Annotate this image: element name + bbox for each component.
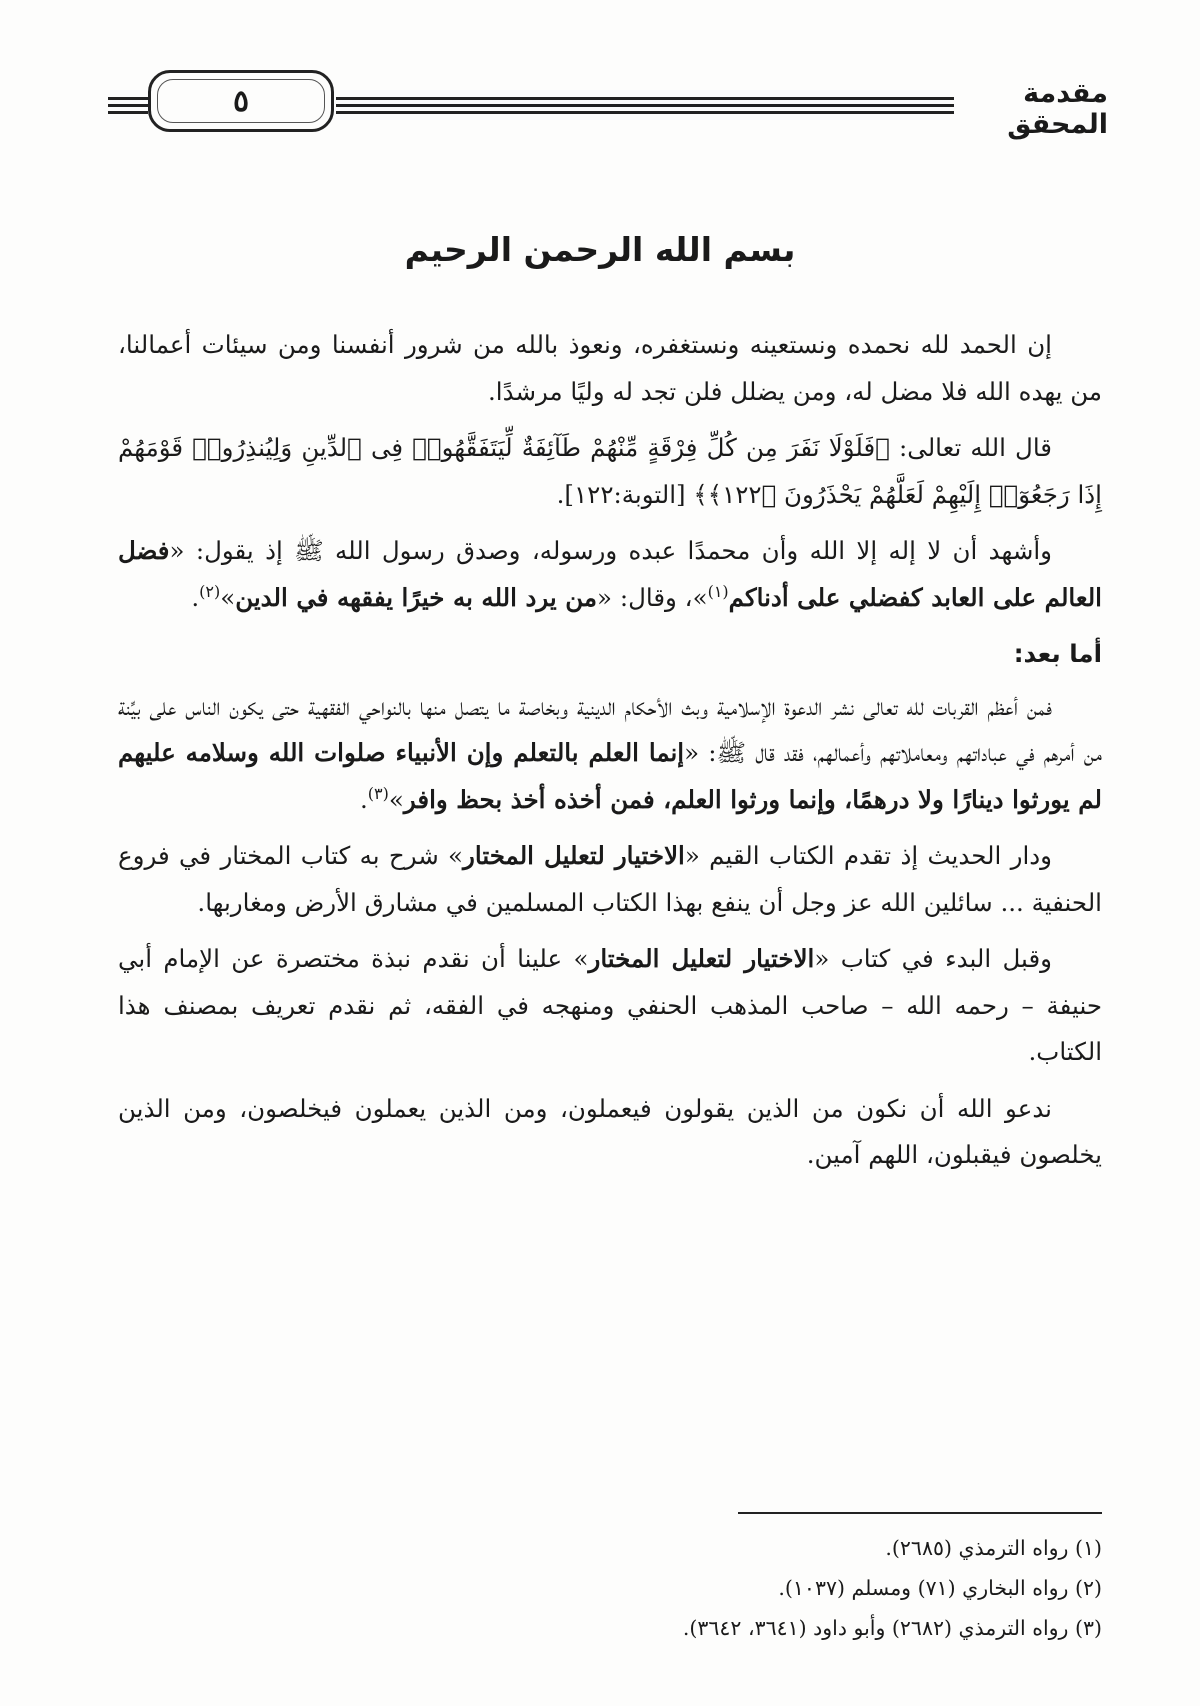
paragraph-quran bbox=[118, 425, 1102, 518]
paragraph-text: . bbox=[191, 582, 200, 612]
paragraph-text: قال الله تعالى: ﴿ bbox=[875, 433, 1053, 462]
footnote: (٢) رواه البخاري (٧١) ومسلم (١٠٣٧). bbox=[778, 1576, 1102, 1600]
paragraph-text: . bbox=[359, 784, 368, 814]
footnote-separator bbox=[738, 1512, 1102, 1514]
verse-reference: ﴾ [التوبة:١٢٢]. bbox=[556, 479, 708, 509]
paragraph-hadith bbox=[118, 684, 1102, 824]
header-rule bbox=[336, 104, 954, 107]
paragraph-text: »، وقال: « bbox=[597, 582, 708, 612]
book-title: الاختيار لتعليل المختار bbox=[463, 841, 685, 870]
footnote-ref[interactable]: (٢) bbox=[199, 581, 221, 601]
paragraph bbox=[118, 833, 1102, 926]
paragraph-text: » علينا أن نقدم نبذة مختصرة عن الإمام أبي حنيفة – رحمه الله – صاحب المذهب الحنفي ومنهجه في الفقه، ثم نقدم تعريف بمصنف هذا الكتاب. bbox=[118, 944, 1102, 1066]
running-title: مقدمة المحقق bbox=[1007, 78, 1108, 140]
page-number: ٥ bbox=[148, 70, 334, 132]
book-title: الاختيار لتعليل المختار bbox=[588, 944, 815, 973]
paragraph: إن الحمد لله نحمده ونستعينه ونستغفره، ونعوذ بالله من شرور أنفسنا ومن سيئات أعمالنا، من يهده الله فلا مضل له، ومن يضلل فلن تجد له وليًا مرشدًا. bbox=[118, 330, 1102, 406]
paragraph-text: » شرح به كتاب المختار في فروع الحنفية ... سائلين الله عز وجل أن ينفع بهذا الكتاب المسلمين في مشارق الأرض ومغاربها. bbox=[118, 841, 1102, 917]
body-text bbox=[118, 322, 1102, 1189]
paragraph-text: ودار الحديث إذ تقدم الكتاب القيم « bbox=[684, 841, 1052, 870]
footnote-ref[interactable]: (٣) bbox=[367, 783, 389, 803]
footnote: (٣) رواه الترمذي (٢٦٨٢) وأبو داود (٣٦٤١، ٣٦٤٢). bbox=[682, 1616, 1102, 1640]
paragraph-text: وأشهد أن لا إله إلا الله وأن محمدًا عبده ورسوله، وصدق رسول الله ﷺ إذ يقول: « bbox=[169, 536, 1052, 565]
paragraph-hadith bbox=[118, 528, 1102, 621]
hadith-quote: إنما العلم بالتعلم وإن الأنبياء صلوات الله وسلامه عليهم لم يورثوا دينارًا ولا درهمًا، وإنما ورثوا العلم، فمن أخذه أخذ بحظ وافر bbox=[118, 738, 1102, 814]
header-rule bbox=[108, 104, 148, 107]
header-rule bbox=[108, 111, 148, 114]
header-rule bbox=[336, 97, 954, 100]
hadith-quote: من يرد الله به خيرًا يفقهه في الدين bbox=[235, 582, 598, 612]
paragraph-text: » bbox=[220, 582, 236, 612]
header-rule bbox=[336, 111, 954, 114]
footnotes bbox=[118, 1528, 1102, 1648]
header-rule bbox=[108, 97, 148, 100]
running-header bbox=[108, 70, 1108, 140]
paragraph: ندعو الله أن نكون من الذين يقولون فيعملون، ومن الذين يعملون فيخلصون، ومن الذين يخلصون فيقبلون، اللهم آمين. bbox=[118, 1093, 1102, 1169]
paragraph-text: فمن أعظم القربات لله تعالى نشر الدعوة الإسلامية وبث الأحكام الدينية وبخاصة ما يتصل منها بالنواحي الفقهية حتى يكون الناس على بيِّنة من أمرهم في عباداتهم ومعاملاتهم وأعمالهم، فقد قال ﷺ: « bbox=[118, 691, 1103, 767]
footnote: (١) رواه الترمذي (٢٦٨٥). bbox=[885, 1536, 1102, 1560]
paragraph bbox=[118, 936, 1102, 1076]
paragraph-text: وقبل البدء في كتاب « bbox=[814, 944, 1052, 973]
quran-verse: فَلَوْلَا نَفَرَ مِن كُلِّ فِرْقَةٍ مِّنْهُمْ طَآئِفَةٌ لِّيَتَفَقَّهُوا۟ فِى ٱلدِّينِ وَلِيُنذِرُوا۟ قَوْمَهُمْ إِذَا رَجَعُوٓا۟ إِلَيْهِمْ لَعَلَّهُمْ يَحْذَرُونَ ﴿١٢٢﴾ bbox=[118, 433, 1102, 509]
footnote-ref[interactable]: (١) bbox=[707, 581, 729, 601]
hadith-quote: فضل العالم على العابد كفضلي على أدناكم bbox=[118, 536, 1102, 612]
section-heading: أما بعد: bbox=[1013, 639, 1102, 668]
paragraph-text: » bbox=[388, 784, 404, 814]
basmala-heading: بسم الله الرحمن الرحيم bbox=[404, 230, 796, 269]
